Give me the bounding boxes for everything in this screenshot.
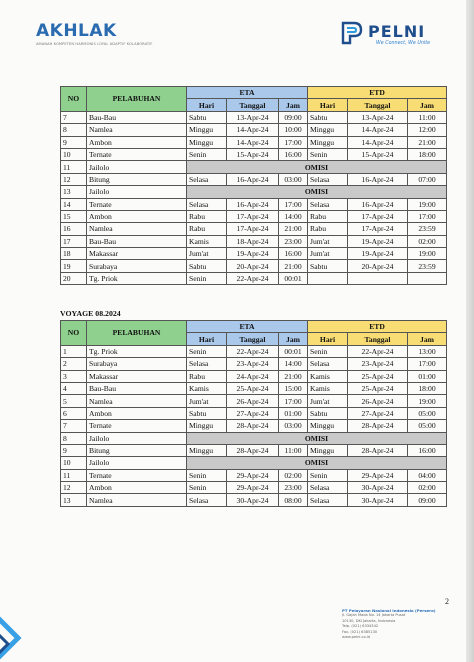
akhlak-tagline: AMANAH KOMPETEN HARMONIS LOYAL ADAPTIF KOLABORATIF <box>36 42 153 46</box>
cell-port: Namlea <box>87 494 187 506</box>
table-row <box>61 223 447 235</box>
cell-no: 20 <box>61 272 87 284</box>
cell-eta-time: 21:00 <box>279 260 308 272</box>
akhlak-logo <box>36 22 152 47</box>
cell-etd-date: 16-Apr-24 <box>348 173 408 185</box>
cell-eta-day: Selasa <box>187 198 227 210</box>
col-header-eta: ETA <box>187 321 308 333</box>
table-row <box>61 345 447 357</box>
table-row <box>61 469 447 481</box>
col-header-eta-hari: Hari <box>187 333 227 345</box>
table-row <box>61 186 447 198</box>
cell-port: Jailolo <box>87 161 187 173</box>
cell-eta-day: Senin <box>187 148 227 160</box>
cell-etd-date <box>348 272 408 284</box>
col-header-eta-jam: Jam <box>279 333 308 345</box>
cell-etd-time: 19:00 <box>408 248 447 260</box>
cell-eta-date: 19-Apr-24 <box>227 248 279 260</box>
cell-port: Makassar <box>87 248 187 260</box>
cell-etd-day: Sabtu <box>308 407 348 419</box>
cell-no: 10 <box>61 148 87 160</box>
cell-eta-date: 28-Apr-24 <box>227 444 279 456</box>
cell-port: Ambon <box>87 210 187 222</box>
cell-no: 15 <box>61 210 87 222</box>
pelni-tagline: We Connect, We Unite <box>376 41 431 46</box>
col-header-etd: ETD <box>308 321 447 333</box>
table-row <box>61 482 447 494</box>
cell-port: Surabaya <box>87 260 187 272</box>
cell-no: 8 <box>61 432 87 444</box>
cell-eta-day: Sabtu <box>187 407 227 419</box>
cell-eta-day: Selasa <box>187 173 227 185</box>
footer-address-line-1: Jl. Gajah Mada No. 14 Jakarta Pusat <box>342 613 406 618</box>
cell-etd-date: 28-Apr-24 <box>348 444 408 456</box>
cell-eta-day: Minggu <box>187 444 227 456</box>
cell-port: Namlea <box>87 124 187 136</box>
cell-etd-date: 30-Apr-24 <box>348 482 408 494</box>
table-row <box>61 420 447 432</box>
cell-eta-date: 17-Apr-24 <box>227 223 279 235</box>
cell-port: Ambon <box>87 482 187 494</box>
cell-no: 5 <box>61 395 87 407</box>
cell-etd-day: Minggu <box>308 420 348 432</box>
cell-etd-time: 02:00 <box>408 482 447 494</box>
cell-eta-time: 03:00 <box>279 420 308 432</box>
cell-no: 8 <box>61 124 87 136</box>
cell-etd-date: 29-Apr-24 <box>348 469 408 481</box>
cell-eta-date: 28-Apr-24 <box>227 420 279 432</box>
cell-etd-date: 25-Apr-24 <box>348 382 408 394</box>
cell-port: Ambon <box>87 136 187 148</box>
cell-etd-time: 16:00 <box>408 444 447 456</box>
col-header-no: NO <box>61 321 87 346</box>
cell-eta-day: Selasa <box>187 494 227 506</box>
cell-etd-day: Selasa <box>308 173 348 185</box>
cell-etd-day: Sabtu <box>308 111 348 123</box>
col-header-pelabuhan: PELABUHAN <box>87 87 187 112</box>
footer-address <box>342 608 436 640</box>
table-row <box>61 395 447 407</box>
cell-no: 12 <box>61 482 87 494</box>
cell-eta-day: Kamis <box>187 235 227 247</box>
table-row <box>61 148 447 160</box>
cell-etd-date: 28-Apr-24 <box>348 420 408 432</box>
cell-eta-date: 22-Apr-24 <box>227 272 279 284</box>
table-row <box>61 173 447 185</box>
cell-eta-day: Selasa <box>187 358 227 370</box>
cell-eta-day: Sabtu <box>187 260 227 272</box>
cell-eta-time: 16:00 <box>279 148 308 160</box>
cell-eta-time: 01:00 <box>279 407 308 419</box>
cell-eta-time: 03:00 <box>279 173 308 185</box>
col-header-etd-jam: Jam <box>408 333 447 345</box>
cell-no: 12 <box>61 173 87 185</box>
cell-etd-day: Senin <box>308 345 348 357</box>
cell-no: 6 <box>61 407 87 419</box>
cell-eta-day: Minggu <box>187 124 227 136</box>
cell-etd-day: Kamis <box>308 382 348 394</box>
cell-etd-day: Selasa <box>308 494 348 506</box>
cell-etd-day: Jum'at <box>308 235 348 247</box>
cell-eta-date: 25-Apr-24 <box>227 382 279 394</box>
table-row <box>61 235 447 247</box>
cell-etd-date: 17-Apr-24 <box>348 223 408 235</box>
page-edge-shadow <box>466 0 474 662</box>
cell-eta-date: 16-Apr-24 <box>227 198 279 210</box>
table-row <box>61 358 447 370</box>
table-row <box>61 407 447 419</box>
voyage-title: VOYAGE 08.2024 <box>60 309 121 318</box>
cell-etd-date: 25-Apr-24 <box>348 370 408 382</box>
cell-etd-day <box>308 272 348 284</box>
cell-eta-time: 09:00 <box>279 111 308 123</box>
cell-eta-date: 24-Apr-24 <box>227 370 279 382</box>
table-row <box>61 432 447 444</box>
pelni-logo-wordmark: PELNI <box>368 22 426 41</box>
cell-no: 2 <box>61 358 87 370</box>
cell-eta-date: 17-Apr-24 <box>227 210 279 222</box>
cell-port: Tg. Priok <box>87 345 187 357</box>
col-header-eta-jam: Jam <box>279 99 308 111</box>
cell-no: 11 <box>61 161 87 173</box>
cell-etd-day: Senin <box>308 469 348 481</box>
cell-etd-date: 13-Apr-24 <box>348 111 408 123</box>
cell-port: Surabaya <box>87 358 187 370</box>
cell-etd-date: 14-Apr-24 <box>348 124 408 136</box>
table-row <box>61 260 447 272</box>
cell-etd-time: 19:00 <box>408 395 447 407</box>
cell-eta-time: 15:00 <box>279 382 308 394</box>
table-row <box>61 272 447 284</box>
cell-etd-date: 19-Apr-24 <box>348 248 408 260</box>
cell-no: 7 <box>61 111 87 123</box>
cell-eta-day: Jum'at <box>187 248 227 260</box>
cell-eta-day: Kamis <box>187 382 227 394</box>
cell-etd-day: Jum'at <box>308 395 348 407</box>
cell-eta-date: 22-Apr-24 <box>227 345 279 357</box>
cell-etd-day: Senin <box>308 148 348 160</box>
decorative-swoosh <box>0 596 60 662</box>
cell-eta-time: 00:01 <box>279 272 308 284</box>
table-row <box>61 161 447 173</box>
cell-etd-time: 13:00 <box>408 345 447 357</box>
pelni-logo-icon <box>340 20 364 46</box>
cell-etd-date: 26-Apr-24 <box>348 395 408 407</box>
cell-no: 9 <box>61 444 87 456</box>
footer-company: PT Pelayaran Nasional Indonesia (Persero) <box>342 608 436 613</box>
schedule-table-2 <box>60 320 447 507</box>
cell-eta-time: 16:00 <box>279 248 308 260</box>
cell-eta-date: 29-Apr-24 <box>227 469 279 481</box>
cell-etd-date: 23-Apr-24 <box>348 358 408 370</box>
col-header-eta-hari: Hari <box>187 99 227 111</box>
cell-port: Ternate <box>87 148 187 160</box>
cell-no: 19 <box>61 260 87 272</box>
cell-eta-day: Minggu <box>187 420 227 432</box>
col-header-no: NO <box>61 87 87 112</box>
cell-eta-date: 20-Apr-24 <box>227 260 279 272</box>
cell-etd-date: 14-Apr-24 <box>348 136 408 148</box>
cell-eta-time: 17:00 <box>279 395 308 407</box>
col-header-etd-tanggal: Tanggal <box>348 333 408 345</box>
table-row <box>61 494 447 506</box>
cell-etd-time: 19:00 <box>408 198 447 210</box>
cell-eta-time: 11:00 <box>279 444 308 456</box>
cell-etd-date: 30-Apr-24 <box>348 494 408 506</box>
cell-eta-date: 15-Apr-24 <box>227 148 279 160</box>
cell-eta-date: 16-Apr-24 <box>227 173 279 185</box>
cell-port: Bitung <box>87 444 187 456</box>
col-header-etd-jam: Jam <box>408 99 447 111</box>
cell-etd-day: Kamis <box>308 370 348 382</box>
footer-fax: Fax. (021) 6385130 <box>342 629 378 634</box>
cell-eta-time: 10:00 <box>279 124 308 136</box>
table-row <box>61 382 447 394</box>
cell-eta-time: 00:01 <box>279 345 308 357</box>
cell-etd-day: Sabtu <box>308 260 348 272</box>
cell-etd-time: 01:00 <box>408 370 447 382</box>
cell-etd-day: Jum'at <box>308 248 348 260</box>
cell-eta-time: 08:00 <box>279 494 308 506</box>
cell-etd-time: 21:00 <box>408 136 447 148</box>
cell-port: Jailolo <box>87 186 187 198</box>
cell-eta-date: 29-Apr-24 <box>227 482 279 494</box>
cell-etd-time: 09:00 <box>408 494 447 506</box>
cell-etd-date: 22-Apr-24 <box>348 345 408 357</box>
cell-port: Namlea <box>87 395 187 407</box>
omisi-cell: OMISI <box>187 161 447 173</box>
table-row <box>61 210 447 222</box>
table-row <box>61 136 447 148</box>
cell-eta-time: 17:00 <box>279 136 308 148</box>
cell-no: 1 <box>61 345 87 357</box>
cell-eta-date: 26-Apr-24 <box>227 395 279 407</box>
cell-eta-time: 17:00 <box>279 198 308 210</box>
table-row <box>61 248 447 260</box>
page-number: 2 <box>445 597 449 606</box>
cell-etd-time: 17:00 <box>408 210 447 222</box>
cell-eta-date: 14-Apr-24 <box>227 124 279 136</box>
cell-etd-time: 11:00 <box>408 111 447 123</box>
cell-eta-day: Senin <box>187 469 227 481</box>
cell-etd-time: 07:00 <box>408 173 447 185</box>
cell-port: Bitung <box>87 173 187 185</box>
cell-eta-time: 21:00 <box>279 223 308 235</box>
cell-no: 4 <box>61 382 87 394</box>
cell-etd-time: 18:00 <box>408 148 447 160</box>
cell-port: Ambon <box>87 407 187 419</box>
col-header-eta: ETA <box>187 87 308 99</box>
cell-etd-day: Minggu <box>308 124 348 136</box>
cell-eta-time: 14:00 <box>279 358 308 370</box>
table-row <box>61 370 447 382</box>
cell-etd-date: 20-Apr-24 <box>348 260 408 272</box>
cell-etd-time: 05:00 <box>408 407 447 419</box>
table-row <box>61 198 447 210</box>
cell-etd-time: 17:00 <box>408 358 447 370</box>
cell-eta-date: 13-Apr-24 <box>227 111 279 123</box>
cell-etd-date: 17-Apr-24 <box>348 210 408 222</box>
col-header-etd: ETD <box>308 87 447 99</box>
table-row <box>61 457 447 469</box>
cell-no: 18 <box>61 248 87 260</box>
cell-etd-day: Selasa <box>308 482 348 494</box>
cell-port: Bau-Bau <box>87 235 187 247</box>
schedule-table-1 <box>60 86 447 285</box>
omisi-cell: OMISI <box>187 186 447 198</box>
cell-no: 10 <box>61 457 87 469</box>
cell-port: Ternate <box>87 469 187 481</box>
col-header-etd-hari: Hari <box>308 333 348 345</box>
cell-etd-time: 02:00 <box>408 235 447 247</box>
cell-eta-time: 23:00 <box>279 235 308 247</box>
cell-port: Jailolo <box>87 432 187 444</box>
cell-eta-date: 23-Apr-24 <box>227 358 279 370</box>
cell-port: Jailolo <box>87 457 187 469</box>
cell-no: 16 <box>61 223 87 235</box>
cell-eta-time: 23:00 <box>279 482 308 494</box>
cell-eta-day: Senin <box>187 272 227 284</box>
cell-no: 13 <box>61 494 87 506</box>
cell-etd-day: Selasa <box>308 358 348 370</box>
cell-port: Tg. Priok <box>87 272 187 284</box>
cell-eta-day: Rabu <box>187 223 227 235</box>
table-row <box>61 111 447 123</box>
cell-eta-date: 27-Apr-24 <box>227 407 279 419</box>
cell-no: 14 <box>61 198 87 210</box>
cell-etd-time: 23:59 <box>408 223 447 235</box>
cell-eta-day: Senin <box>187 482 227 494</box>
col-header-etd-hari: Hari <box>308 99 348 111</box>
cell-no: 3 <box>61 370 87 382</box>
cell-no: 11 <box>61 469 87 481</box>
cell-port: Ternate <box>87 420 187 432</box>
cell-eta-time: 02:00 <box>279 469 308 481</box>
cell-no: 9 <box>61 136 87 148</box>
cell-etd-day: Rabu <box>308 210 348 222</box>
cell-eta-day: Rabu <box>187 210 227 222</box>
cell-eta-day: Jum'at <box>187 395 227 407</box>
cell-port: Bau-Bau <box>87 111 187 123</box>
cell-etd-day: Minggu <box>308 444 348 456</box>
footer-phone: Telp. (021) 6334342 <box>342 624 379 629</box>
cell-eta-time: 21:00 <box>279 370 308 382</box>
cell-etd-time: 23:59 <box>408 260 447 272</box>
omisi-cell: OMISI <box>187 457 447 469</box>
col-header-eta-tanggal: Tanggal <box>227 333 279 345</box>
cell-eta-day: Minggu <box>187 136 227 148</box>
cell-eta-day: Senin <box>187 345 227 357</box>
cell-port: Namlea <box>87 223 187 235</box>
cell-etd-date: 16-Apr-24 <box>348 198 408 210</box>
col-header-pelabuhan: PELABUHAN <box>87 321 187 346</box>
cell-etd-time: 12:00 <box>408 124 447 136</box>
cell-port: Makassar <box>87 370 187 382</box>
cell-eta-day: Sabtu <box>187 111 227 123</box>
cell-etd-time: 18:00 <box>408 382 447 394</box>
cell-port: Bau-Bau <box>87 382 187 394</box>
cell-eta-date: 18-Apr-24 <box>227 235 279 247</box>
cell-etd-time: 04:00 <box>408 469 447 481</box>
cell-etd-date: 15-Apr-24 <box>348 148 408 160</box>
cell-port: Ternate <box>87 198 187 210</box>
cell-eta-date: 30-Apr-24 <box>227 494 279 506</box>
cell-etd-time: 05:00 <box>408 420 447 432</box>
cell-etd-date: 27-Apr-24 <box>348 407 408 419</box>
cell-no: 17 <box>61 235 87 247</box>
cell-etd-day: Rabu <box>308 223 348 235</box>
col-header-eta-tanggal: Tanggal <box>227 99 279 111</box>
akhlak-logo-wordmark: AKHLAK <box>36 21 117 41</box>
cell-eta-time: 14:00 <box>279 210 308 222</box>
col-header-etd-tanggal: Tanggal <box>348 99 408 111</box>
footer-website: www.pelni.co.id <box>342 635 371 640</box>
cell-etd-day: Minggu <box>308 136 348 148</box>
cell-etd-day: Selasa <box>308 198 348 210</box>
table-row <box>61 444 447 456</box>
footer-address-line-2: 10130, DKI Jakarta, Indonesia <box>342 618 396 623</box>
cell-etd-time <box>408 272 447 284</box>
cell-eta-day: Rabu <box>187 370 227 382</box>
table-row <box>61 124 447 136</box>
cell-no: 13 <box>61 186 87 198</box>
omisi-cell: OMISI <box>187 432 447 444</box>
cell-no: 7 <box>61 420 87 432</box>
cell-etd-date: 19-Apr-24 <box>348 235 408 247</box>
cell-eta-date: 14-Apr-24 <box>227 136 279 148</box>
